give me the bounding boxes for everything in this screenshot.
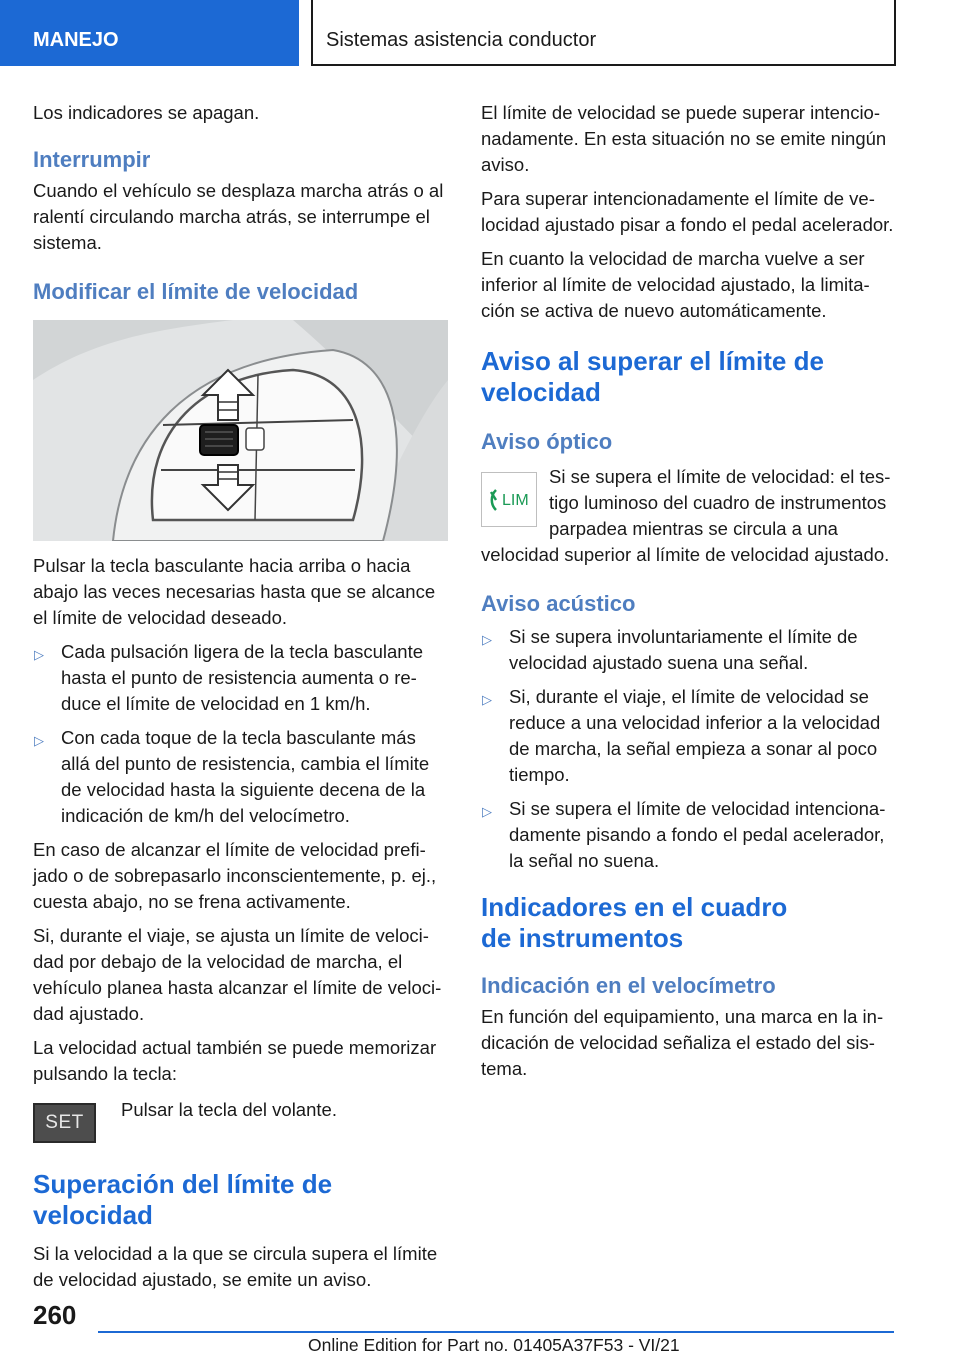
lim-indicator-icon <box>481 472 537 527</box>
list-item: ▷ Cada pulsación ligera de la tecla basculante hasta el punto de resistencia aumenta o reduce el límite de velocidad en 1 km/h. <box>34 641 424 714</box>
bullet-list-acustico <box>481 624 897 874</box>
set-button-icon: SET <box>33 1103 96 1143</box>
footer-divider <box>98 1331 894 1333</box>
set-instruction <box>33 1093 448 1163</box>
paragraph-intro: Los indicadores se apagan. <box>33 102 260 123</box>
paragraph-superar-2: Para superar intencionadamente el límite de velocidad ajustado pisar a fondo el pedal acelerador. <box>481 188 894 235</box>
list-item: ▷ Con cada toque de la tecla basculante más allá del punto de resistencia, cambia el límite de velocidad hasta la siguiente decena de la indicación de km/h del velocímetro. <box>34 727 430 826</box>
optico-block <box>481 464 897 568</box>
paragraph-set: Pulsar la tecla del volante. <box>121 1099 337 1120</box>
list-item: ▷ Si se supera involuntariamente el límite de velocidad ajustado suena una señal. <box>482 626 858 673</box>
section-tab: MANEJO <box>0 0 299 66</box>
edition-note: Online Edition for Part no. 01405A37F53 - VI/21 <box>308 1335 680 1355</box>
bullet-triangle-icon: ▷ <box>482 632 492 647</box>
paragraph-interrumpir: Cuando el vehículo se desplaza marcha atrás o al ralentí circulando marcha atrás, se interrumpe el sistema. <box>33 180 444 253</box>
page-header <box>0 0 960 66</box>
paragraph-caso: En caso de alcanzar el límite de velocidad prefijado o de sobrepasarlo inconscientemente, p. ej., cuesta abajo, no se frena activamente. <box>33 839 437 912</box>
paragraph-funcion: En función del equipamiento, una marca en la indicación de velocidad señaliza el estado del sistema. <box>481 1006 884 1079</box>
paragraph-cuanto: En cuanto la velocidad de marcha vuelve a ser inferior al límite de velocidad ajustado, la limitación se activa de nuevo automáticamente. <box>481 248 870 321</box>
bullet-triangle-icon: ▷ <box>34 647 44 662</box>
list-item: ▷ Si, durante el viaje, el límite de velocidad se reduce a una velocidad inferior a la velocidad de marcha, la señal empieza a sonar al poco tiempo. <box>482 686 881 785</box>
heading-optico: Aviso óptico <box>481 429 613 454</box>
bullet-triangle-icon: ▷ <box>482 692 492 707</box>
paragraph-superacion: Si la velocidad a la que se circula supera el límite de velocidad ajustado, se emite un aviso. <box>33 1243 438 1290</box>
heading-interrumpir: Interrumpir <box>33 147 151 172</box>
lim-label: LIM <box>502 492 529 509</box>
paragraph-si: Si, durante el viaje, se ajusta un límite de velocidad por debajo de la velocidad de marcha, el vehículo planea hasta alcanzar el límite de velocidad ajustado. <box>33 925 442 1024</box>
list-item: ▷ Si se supera el límite de velocidad intencionadamente pisando a fondo el pedal acelerador, la señal no suena. <box>482 798 886 871</box>
left-column <box>33 100 448 1301</box>
bullet-triangle-icon: ▷ <box>34 733 44 748</box>
chapter-title: Sistemas asistencia conductor <box>311 0 896 66</box>
heading-indicadores: Indicadores en el cuadro de instrumentos <box>481 892 788 953</box>
paragraph-optico: Si se supera el límite de velocidad: el testigo luminoso del cuadro de instrumentos parpadea mientras se circula a una velocidad superior al límite de velocidad ajustado. <box>481 466 891 565</box>
heading-superacion: Superación del límite de velocidad <box>33 1169 333 1230</box>
page-number: 260 <box>33 1300 77 1330</box>
heading-aviso: Aviso al superar el límite de velocidad <box>481 346 824 407</box>
paragraph-pulsar: Pulsar la tecla basculante hacia arriba o hacia abajo las veces necesarias hasta que se alcance el límite de velocidad deseado. <box>33 555 436 628</box>
heading-modificar: Modificar el límite de velocidad <box>33 279 359 304</box>
right-column <box>481 100 897 1090</box>
paragraph-actual: La velocidad actual también se puede memorizar pulsando la tecla: <box>33 1037 437 1084</box>
heading-acustico: Aviso acústico <box>481 591 636 616</box>
bullet-triangle-icon: ▷ <box>482 804 492 819</box>
steering-wheel-rocker-switch-image <box>33 320 448 541</box>
rocker-switch-illustration <box>33 320 448 541</box>
heading-indicacion: Indicación en el velocímetro <box>481 973 776 998</box>
paragraph-superar-1: El límite de velocidad se puede superar intencionadamente. En esta situación no se emite ningún aviso. <box>481 102 887 175</box>
bullet-list-rocker <box>33 639 448 829</box>
